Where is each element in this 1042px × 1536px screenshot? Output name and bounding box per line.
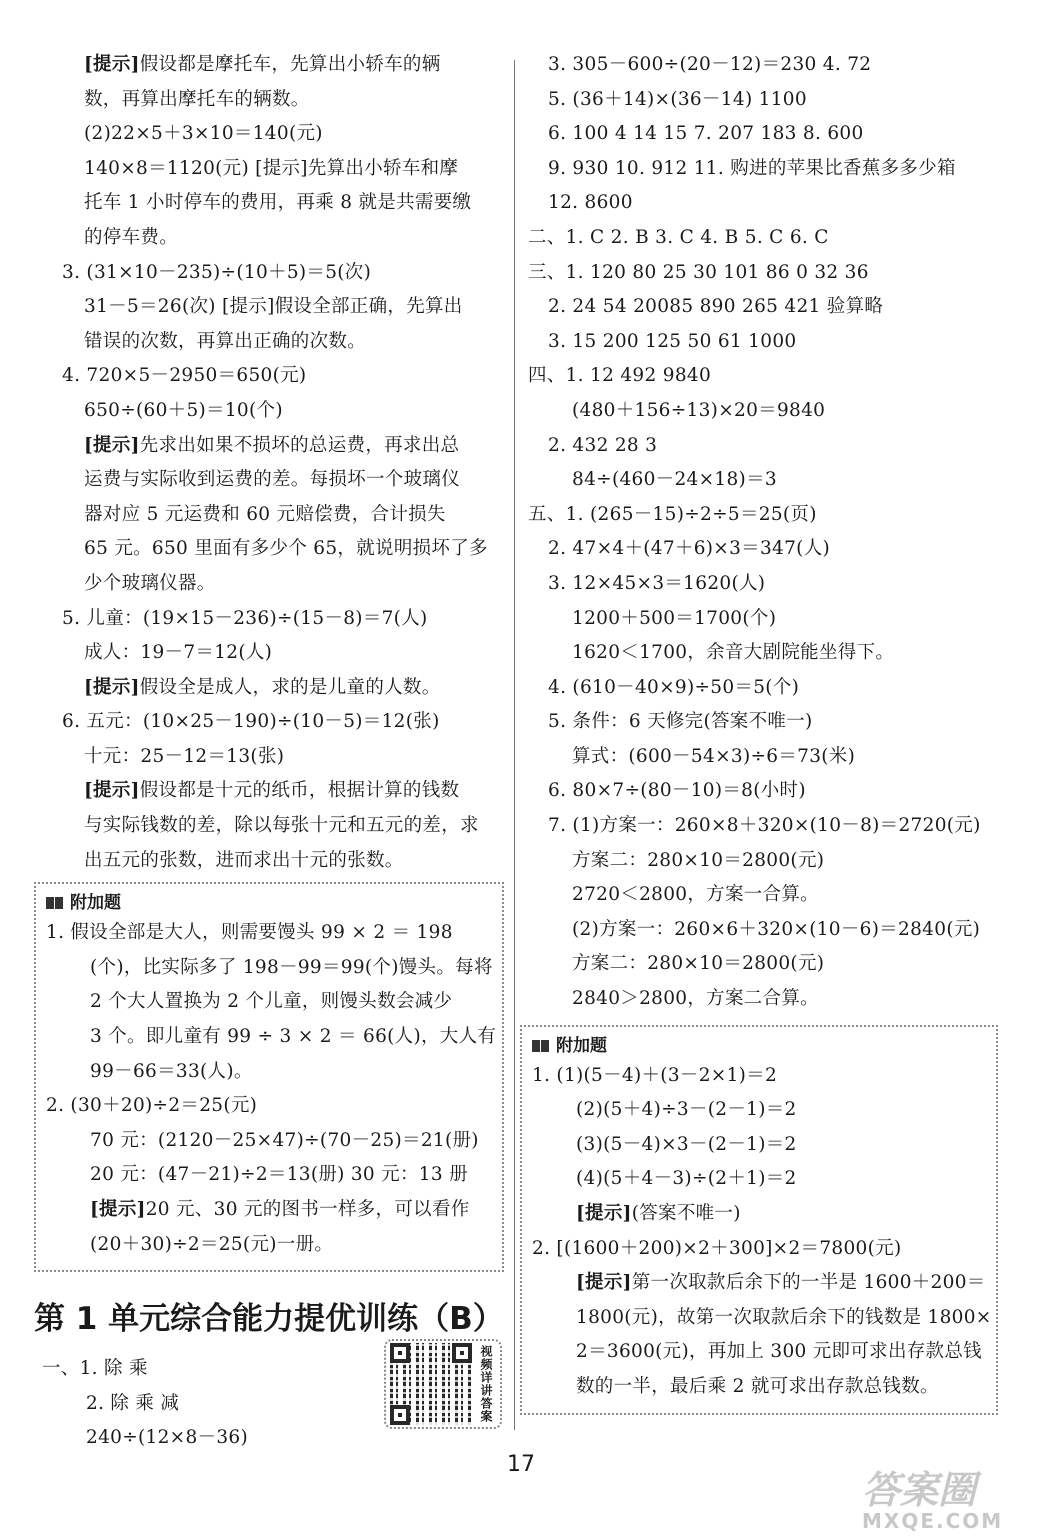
text-line [42,774,504,809]
line-text: 的停车费。 [84,226,179,248]
text-line [528,394,998,429]
qr-code-icon[interactable] [390,1343,472,1425]
hint-tag: [提示] [84,780,140,802]
text-line [528,152,998,187]
left-answer-lines [42,48,504,878]
line-text: 3. 12×45×3＝1620(人) [548,572,766,594]
line-text: 3 个。即儿童有 99 ÷ 3 × 2 ＝ 66(人)，大人有 [90,1026,497,1048]
text-line [532,1128,988,1163]
text-line [42,325,504,360]
text-line [528,221,998,256]
text-line [42,152,504,187]
line-text: 成人：19－7＝12(人) [84,642,273,664]
left-column [34,48,504,1456]
text-line [42,463,504,498]
text-line [528,290,998,325]
line-text: 错误的次数，再算出正确的次数。 [84,330,367,352]
line-text: 假设都是十元的纸币，根据计算的钱数 [139,780,460,802]
line-text: 6. 五元：(10×25－190)÷(10－5)＝12(张) [62,711,440,733]
text-line [528,567,998,602]
text-line [528,325,998,360]
text-line [528,809,998,844]
text-line [46,1055,494,1090]
text-line [42,532,504,567]
text-line [46,1228,494,1263]
line-text: (3)(5－4)×3－(2－1)＝2 [576,1133,797,1155]
text-line [42,186,504,221]
text-line [532,1093,988,1128]
section-title: 第 1 单元综合能力提优训练（B） [34,1301,504,1338]
text-line [42,221,504,256]
line-text: 器对应 5 元运费和 60 元赔偿费，合计损失 [84,503,446,525]
line-text: 2 个大人置换为 2 个儿童，则馒头数会减少 [90,991,453,1013]
line-text: 第一次取款后余下的一半是 1600＋200＝ [631,1272,986,1294]
text-line [528,705,998,740]
line-text: 1620＜1700，余音大剧院能坐得下。 [572,642,895,664]
line-text: 二、1. C 2. B 3. C 4. B 5. C 6. C [528,226,829,248]
line-text: 方案二：280×10＝2800(元) [572,953,825,975]
text-line [46,1193,494,1228]
line-text: 5. 条件：6 天修完(答案不唯一) [548,711,813,733]
line-text: 70 元：(2120－25×47)÷(70－25)＝21(册) [90,1129,479,1151]
hint-tag: [提示] [84,434,140,456]
book-icon [532,1038,550,1054]
bonus-lines-right [532,1059,992,1405]
text-line [528,844,998,879]
bonus-box-left [34,882,504,1272]
text-line [42,117,504,152]
line-text: (个)，比实际多了 198－99＝99(个)馒头。每将 [90,956,493,978]
text-line [528,83,998,118]
text-line [42,83,504,118]
line-text: 假设全是成人，求的是儿童的人数。 [139,676,441,698]
line-text: 1800(元)，故第一次取款后余下的钱数是 1800× [576,1306,992,1328]
qr-caption: 视频详讲答案 [479,1345,493,1423]
line-text: 先求出如果不损坏的总运费，再求出总 [139,434,460,456]
text-line [528,463,998,498]
book-icon [46,895,64,911]
line-text: 2. 432 28 3 [548,434,658,456]
text-line [46,951,494,986]
line-text: 2. 24 54 20085 890 265 421 验算略 [548,296,884,318]
text-line [528,774,998,809]
line-text: 240÷(12×8－36) [86,1427,248,1449]
line-text: 9. 930 10. 912 11. 购进的苹果比香蕉多多少箱 [548,157,956,179]
line-text: 2720＜2800，方案一合算。 [572,884,819,906]
text-line [528,947,998,982]
text-line [532,1162,988,1197]
line-text: 3. 15 200 125 50 61 1000 [548,330,797,352]
text-line [528,740,998,775]
text-line [532,1370,988,1405]
line-text: 1200＋500＝1700(个) [572,607,777,629]
line-text: 与实际钱数的差，除以每张十元和五元的差，求 [84,815,479,837]
text-line [42,740,504,775]
line-text: 假设都是摩托车，先算出小轿车的辆 [139,54,441,75]
line-text: (20＋30)÷2＝25(元)一册。 [90,1233,334,1255]
line-text: 一、1. 除 乘 [42,1358,148,1380]
text-line [42,602,504,637]
text-line [532,1232,988,1267]
text-line [532,1266,988,1301]
bonus-box-right [520,1025,998,1415]
text-line [46,1158,494,1193]
line-text: (4)(5＋4－3)÷(2＋1)＝2 [576,1168,797,1190]
text-line [46,916,494,951]
text-line [42,48,504,83]
line-text: 7. (1)方案一：260×8＋320×(10－8)＝2720(元) [548,815,981,837]
text-line [532,1059,988,1094]
text-line [532,1197,988,1232]
text-line [46,1020,497,1055]
line-text: 140×8＝1120(元) [提示]先算出小轿车和摩 [84,157,459,179]
watermark-logo: 答案圈 MXQE.COM [862,1468,1004,1533]
line-text: 1. 假设全部是大人，则需要馒头 99 × 2 ＝ 198 [46,922,453,944]
right-answer-lines [528,48,998,1017]
line-text: 数，再算出摩托车的辆数。 [84,88,310,110]
line-text: (答案不唯一) [631,1203,741,1224]
text-line [42,844,504,879]
line-text: 2. (30＋20)÷2＝25(元) [46,1095,258,1117]
text-line [532,1335,988,1370]
line-text: 少个玻璃仪器。 [84,572,216,594]
text-line [532,1301,992,1336]
text-line [528,671,998,706]
text-line [42,256,504,291]
line-text: 出五元的张数，进而求出十元的张数。 [84,849,404,871]
line-text: 5. 儿童：(19×15－236)÷(15－8)＝7(人) [62,607,428,629]
text-line [528,117,998,152]
line-text: 6. 80×7÷(80－10)＝8(小时) [548,780,806,802]
text-line [528,256,998,291]
right-column [528,48,998,1415]
text-line [46,1124,494,1159]
hint-tag: [提示] [576,1203,632,1224]
bonus-lines-left [46,916,497,1262]
text-line [528,186,998,221]
bonus-title-text: 附加题 [70,893,121,914]
hint-tag: [提示] [84,676,140,698]
line-text: 托车 1 小时停车的费用，再乘 8 就是共需要缴 [84,192,472,214]
line-text: 84÷(460－24×18)＝3 [572,469,777,491]
line-text: 65 元。650 里面有多少个 65，就说明损坏了多 [84,538,488,560]
line-text: 3. 305－600÷(20－12)＝230 4. 72 [548,54,872,75]
line-text: 四、1. 12 492 9840 [528,365,712,387]
line-text: 2. [(1600＋200)×2＋300]×2＝7800(元) [532,1237,902,1259]
bonus-title-left [46,890,494,916]
text-line [42,705,504,740]
page-number: 17 [507,1452,535,1477]
text-line [42,809,504,844]
text-line [46,985,494,1020]
line-text: 2. 除 乘 减 [86,1392,180,1414]
line-text: 2＝3600(元)，再加上 300 元即可求出存款总钱 [576,1341,982,1363]
line-text: 十元：25－12＝13(张) [84,745,285,767]
line-text: 五、1. (265－15)÷2÷5＝25(页) [528,503,817,525]
text-line [42,567,504,602]
text-line [528,359,998,394]
line-text: 20 元：(47－21)÷2＝13(册) 30 元：13 册 [90,1164,468,1186]
text-line [42,636,504,671]
line-text: (2)方案一：260×6＋320×(10－6)＝2840(元) [572,918,981,940]
line-text: 数的一半，最后乘 2 就可求出存款总钱数。 [576,1375,939,1397]
text-line [528,636,998,671]
line-text: 运费与实际收到运费的差。每损坏一个玻璃仪 [84,469,461,491]
bonus-title-text: 附加题 [556,1035,607,1056]
text-line [42,429,504,464]
line-text: 6. 100 4 14 15 7. 207 183 8. 600 [548,123,864,145]
text-line [42,394,504,429]
column-divider [514,60,515,1430]
line-text: 99－66＝33(人)。 [90,1060,253,1082]
line-text: 4. (610－40×9)÷50＝5(个) [548,676,800,698]
line-text: (2)22×5＋3×10＝140(元) [84,123,323,145]
hint-tag: [提示] [576,1272,632,1294]
text-line [42,498,504,533]
line-text: 2840＞2800，方案二合算。 [572,988,819,1010]
hint-tag: [提示] [84,54,140,75]
line-text: 算式：(600－54×3)÷6＝73(米) [572,745,856,767]
text-line [528,498,998,533]
text-line [46,1089,494,1124]
line-text: 3. (31×10－235)÷(10＋5)＝5(次) [62,261,372,283]
line-text: (480＋156÷13)×20＝9840 [572,399,826,421]
line-text: 20 元、30 元的图书一样多，可以看作 [145,1199,470,1220]
line-text: 650÷(60＋5)＝10(个) [84,399,283,421]
text-line [528,48,998,83]
text-line [528,878,998,913]
text-line [42,290,504,325]
hint-tag: [提示] [90,1199,146,1220]
text-line [42,671,504,706]
line-text: 31－5＝26(次) [提示]假设全部正确，先算出 [84,296,463,318]
text-line [528,532,998,567]
text-line [528,429,998,464]
line-text: 方案二：280×10＝2800(元) [572,849,825,871]
line-text: 1. (1)(5－4)＋(3－2×1)＝2 [532,1064,778,1086]
line-text: 三、1. 120 80 25 30 101 86 0 32 36 [528,261,869,283]
text-line [528,602,998,637]
line-text: 4. 720×5－2950＝650(元) [62,365,307,387]
text-line [528,913,998,948]
text-line [528,982,998,1017]
line-text: 5. (36＋14)×(36－14) 1100 [548,88,807,110]
line-text: (2)(5＋4)÷3－(2－1)＝2 [576,1099,797,1121]
line-text: 12. 8600 [548,192,633,214]
line-text: 2. 47×4＋(47＋6)×3＝347(人) [548,538,831,560]
text-line [42,359,504,394]
qr-code-box[interactable] [384,1339,502,1429]
bonus-title-right [532,1033,988,1059]
